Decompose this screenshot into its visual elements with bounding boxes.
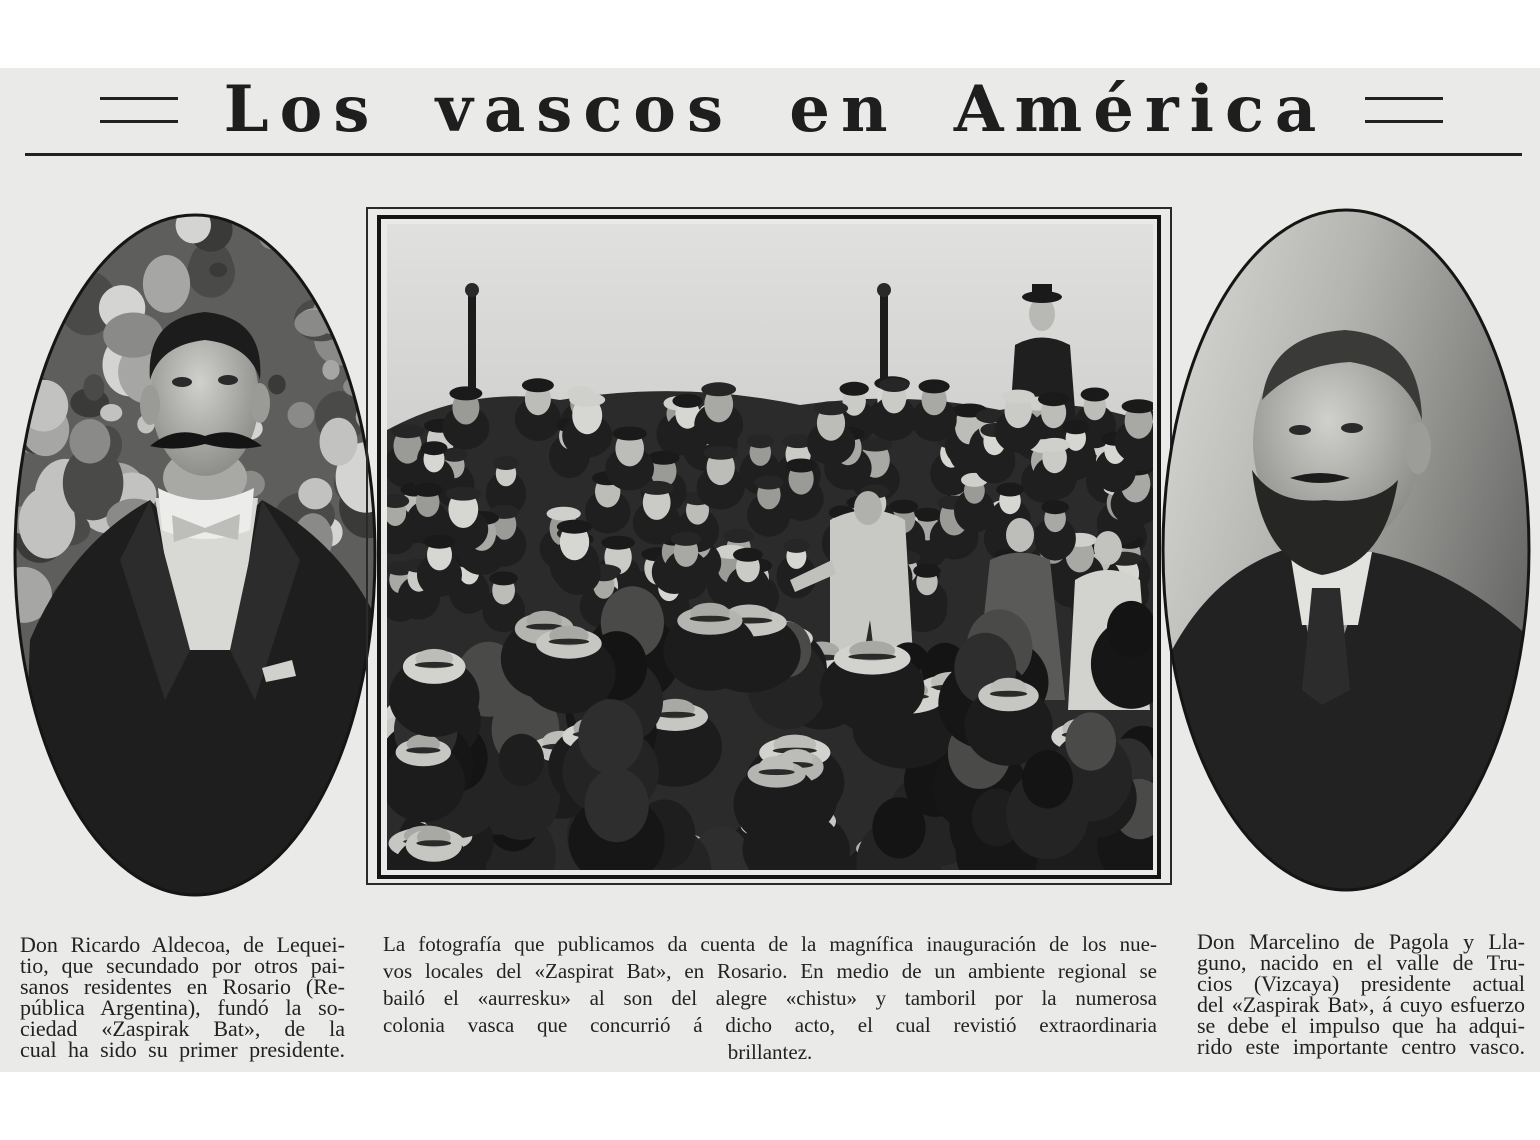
crowd-figure [701,382,736,396]
crowd-figure [1041,500,1069,514]
crowd-figure [569,393,605,407]
caption-line: tio, que secundado por otros pai- [20,953,345,978]
crowd-figure [578,699,643,774]
caption-line: bailó el «aurresku» al son del alegre «chistu» y tamboril por la numerosa [383,986,1157,1010]
crowd-figure [747,434,774,448]
crowd-figure [1065,712,1116,770]
foliage-patch [50,211,79,241]
caption-line: pública Argentina), fundó la so- [20,995,345,1020]
foliage-patch [100,404,122,421]
caption-line: cios (Vizcaya) presidente actual [1197,971,1525,996]
foliage-patch [65,235,98,271]
caption-line: colonia vasca que concurrió á dicho acto, el cual revistió extraordinaria [383,1013,1157,1037]
caption-line: guno, nacido en el valle de Tru- [1197,950,1525,975]
crowd-figure [522,378,554,392]
eye [172,377,192,387]
crowd-figure [1063,420,1089,434]
ear [1405,422,1431,474]
crowd-figure [557,520,592,534]
crowd-figure [1038,392,1069,406]
crowd-figure [1039,438,1070,452]
foliage-patch [321,223,372,284]
caption-line: La fotografía que publicamos da cuenta de la magnífica inauguración de los nue- [383,932,1157,956]
caption-line: del «Zaspirak Bat», á cuyo esfuerzo [1197,992,1525,1017]
crowd-figure [879,378,910,392]
crowd-figure [889,500,918,514]
crowd-figure [381,494,409,508]
foliage-patch [69,419,110,464]
caption-right [1197,931,1525,1057]
crowd-figure [406,747,440,753]
crowd-figure [759,769,795,775]
foliage-patch [50,244,88,290]
portrait-photo-left [0,204,397,900]
caption-line: Don Ricardo Aldecoa, de Lequei- [20,932,345,957]
foliage-patch [308,204,361,246]
header-rule [25,153,1522,156]
caption-line: Don Marcelino de Pagola y Lla- [1197,929,1525,954]
crowd-figure [612,427,647,441]
foliage-patch [19,380,68,432]
crowd-figure [416,840,451,846]
lamp-top [465,283,479,297]
crowd-figure [723,529,753,543]
crowd-figure [814,401,848,415]
foliage-patch [320,418,358,466]
crowd-figure [391,424,425,438]
caption-line: cual ha sido su primer presidente. [20,1037,345,1062]
crowd-figure [1022,750,1073,808]
crowd-photo [368,224,1185,940]
foliage-patch [276,215,295,233]
ear [250,383,270,423]
crowd-figure [584,768,648,842]
crowd-figure [786,459,817,473]
page-title: Los vascos en América [223,72,1328,147]
eye [218,375,238,385]
crowd-figure [754,476,783,490]
crowd-figure [549,639,590,645]
crowd-figure [499,734,544,786]
foliage-patch [30,495,50,510]
caption-line: sanos residentes en Rosario (Re- [20,974,345,999]
crowd-figure [872,797,925,858]
crowd-figure [1002,390,1035,404]
crowd-figure [671,532,701,546]
crowd-figure [1122,399,1156,413]
foliage-patch [268,375,286,395]
caption-line: vos locales del «Zaspirat Bat», en Rosario. En medio de un ambiente regional se [383,959,1157,983]
foliage-patch [83,374,104,401]
caption-line: brillantez. [727,1040,813,1064]
crowd-figure [547,507,581,521]
caption-line: rido este importante centro vasco. [1197,1034,1525,1059]
foliage-patch [288,402,315,428]
crowd-figure [1107,601,1156,657]
crowd-figure [996,483,1024,497]
crowd-figure [783,539,809,553]
lamp-top [877,283,891,297]
eye [1289,425,1311,435]
crowd-figure [672,394,702,408]
eye [1341,423,1363,433]
crowd-figure [840,382,869,396]
crowd-figure [601,536,634,550]
caption-center [383,931,1157,1066]
foliage-patch [298,478,332,509]
caption-line: ciedad «Zaspirak Bat», de la [20,1016,345,1041]
crowd-figure [1081,388,1109,402]
crowd-figure [424,535,455,549]
crowd-figure [733,548,763,562]
crowd-figure [913,564,940,578]
foliage-patch [143,255,190,313]
caption-line: se debe el impulso que ha adqui- [1197,1013,1525,1038]
foliage-patch [176,207,211,244]
crowd-figure [493,456,519,470]
crowd-figure [489,571,518,585]
crowd-figure [415,662,454,668]
crowd-figure [445,487,481,501]
foliage-patch [21,236,60,266]
crowd-figure [690,616,730,622]
caption-left [20,934,345,1060]
crowd-figure [848,654,896,660]
foliage-patch [322,360,339,380]
ear [140,385,160,425]
crowd-figure [990,691,1027,697]
title-ornament-left [100,97,178,123]
crowd-figure [449,386,482,400]
foliage-patch [209,263,227,277]
title-ornament-right [1365,97,1443,123]
crowd-figure [413,483,443,497]
crowd-figure [704,446,738,460]
crowd-figure [421,441,448,455]
foliage-patch [30,245,53,271]
crowd-figure [919,379,950,393]
